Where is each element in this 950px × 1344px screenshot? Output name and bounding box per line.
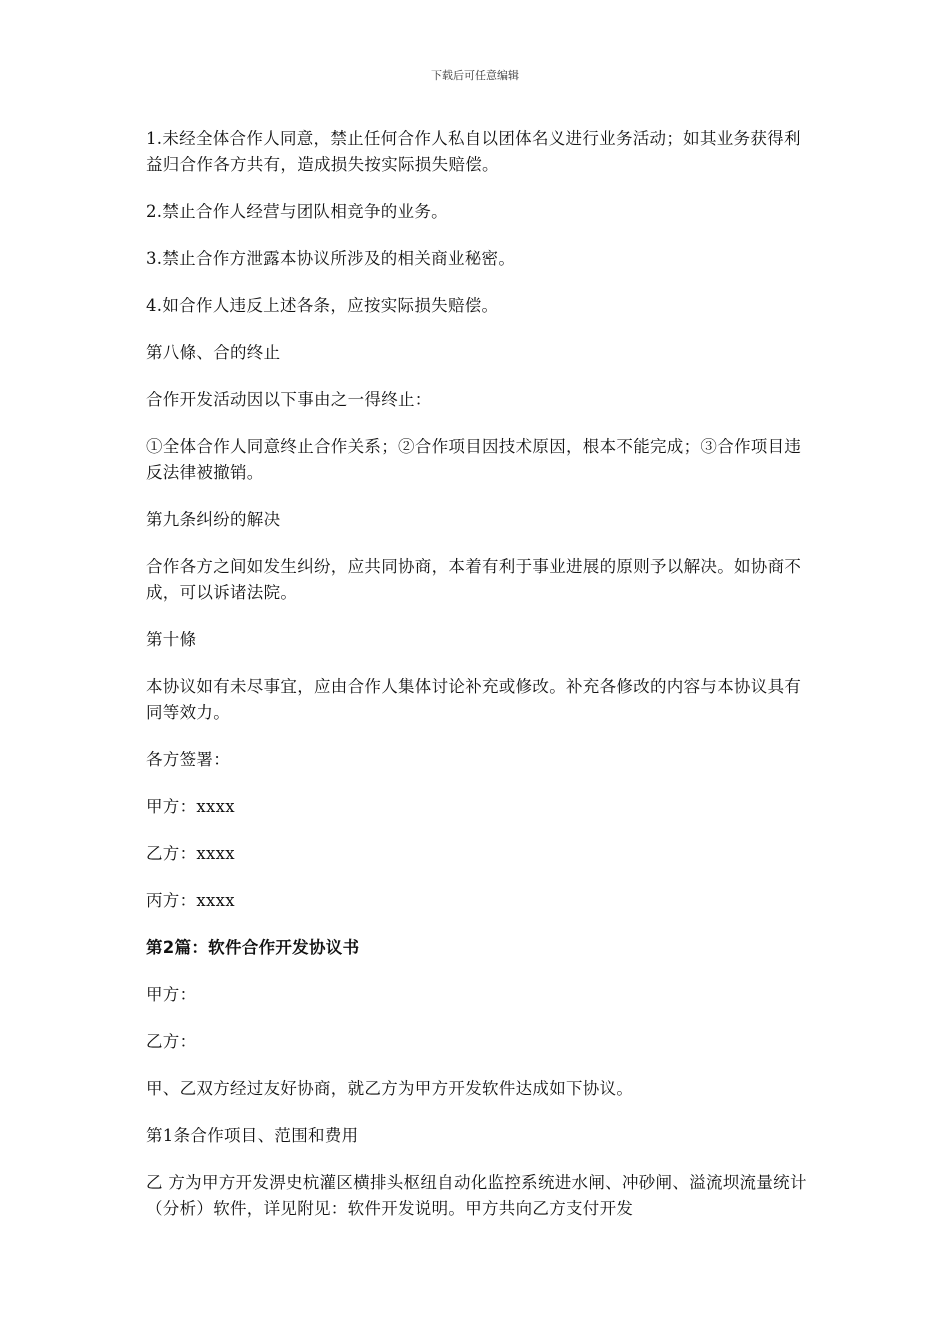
section-heading-article-9: 第九条纠纷的解决 — [146, 510, 281, 529]
document-title-part-2: 第2篇：软件合作开发协议书 — [146, 938, 360, 957]
signature-party-a: 甲方：xxxx — [146, 797, 235, 816]
signature-party-b: 乙方：xxxx — [146, 844, 235, 863]
section-heading-article-1: 第1条合作项目、范围和费用 — [146, 1126, 359, 1145]
paragraph-clause-2: 2.禁止合作人经营与团队相竞争的业务。 — [146, 202, 448, 221]
paragraph-clause-1: 1.未经全体合作人同意，禁止任何合作人私自以团体名义进行业务活动；如其业务获得利益归合作各方共有，造成损失按实际损失赔偿。 — [146, 129, 801, 174]
paragraph-agreement-intro: 甲、乙双方经过友好协商，就乙方为甲方开发软件达成如下协议。 — [146, 1079, 634, 1098]
document-body — [146, 126, 811, 1243]
paragraph-dispute-resolution: 合作各方之间如发生纠纷，应共同协商，本着有利于事业进展的原则予以解决。如协商不成，可以诉诸法院。 — [146, 557, 802, 602]
party-b-label: 乙方： — [146, 1032, 197, 1051]
page-header-note: 下载后可任意编辑 — [431, 69, 519, 82]
paragraph-termination-intro: 合作开发活动因以下事由之一得终止： — [146, 390, 432, 409]
signature-party-c: 丙方：xxxx — [146, 891, 235, 910]
paragraph-project-scope: 乙 方为甲方开发淠史杭灌区横排头枢纽自动化监控系统进水闸、冲砂闸、溢流坝流量统计（分析）软件，详见附见：软件开发说明。甲方共向乙方支付开发 — [146, 1173, 807, 1218]
section-heading-article-10: 第十條 — [146, 630, 197, 649]
section-heading-article-8: 第八條、合的终止 — [146, 343, 281, 362]
paragraph-signatures-label: 各方签署： — [146, 750, 230, 769]
paragraph-clause-3: 3.禁止合作方泄露本协议所涉及的相关商业秘密。 — [146, 249, 516, 268]
party-a-label: 甲方： — [146, 985, 197, 1004]
paragraph-clause-4: 4.如合作人违反上述各条，应按实际损失赔偿。 — [146, 296, 499, 315]
paragraph-supplement: 本协议如有未尽事宜，应由合作人集体讨论补充或修改。补充各修改的内容与本协议具有同等效力。 — [146, 677, 802, 722]
paragraph-termination-reasons: ①全体合作人同意终止合作关系；②合作项目因技术原因，根本不能完成；③合作项目违反法律被撤销。 — [146, 437, 802, 482]
